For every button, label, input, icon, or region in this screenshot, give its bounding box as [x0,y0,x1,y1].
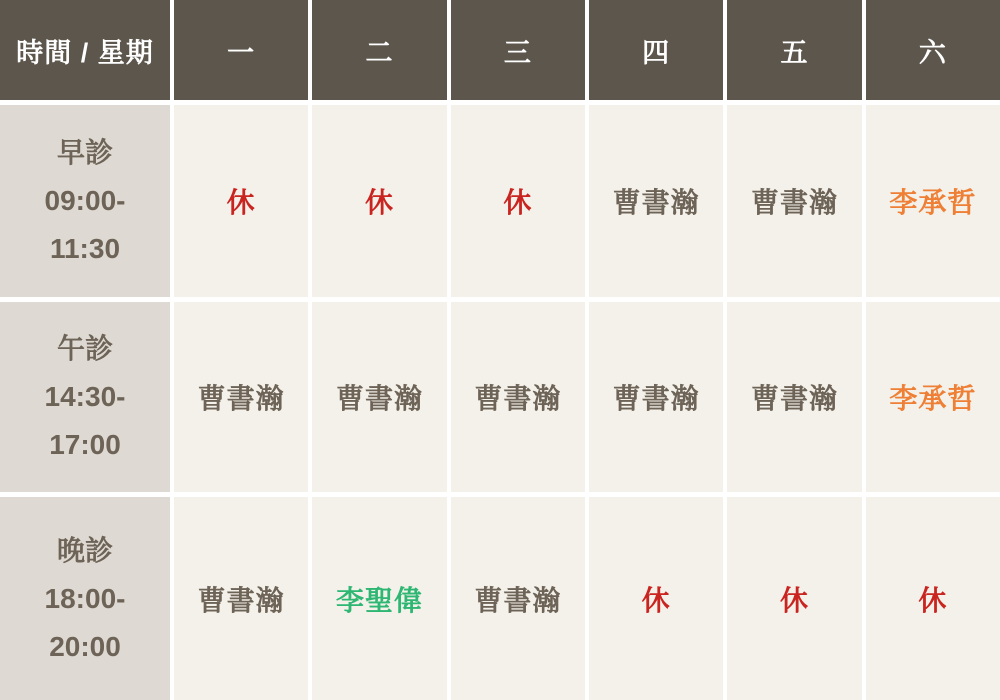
schedule-cell-evening-fri: 休 [727,497,861,700]
header-day-wed: 三 [451,0,585,100]
session-time-end: 17:00 [49,429,121,460]
schedule-cell-afternoon-fri: 曹書瀚 [727,302,861,492]
session-name: 晚診 [56,534,113,566]
schedule-cell-morning-fri: 曹書瀚 [727,105,861,297]
schedule-cell-evening-wed: 曹書瀚 [451,497,585,700]
schedule-cell-morning-wed: 休 [451,105,585,297]
session-time-start: 14:30- [44,381,126,412]
session-time-start: 09:00- [44,185,126,216]
session-time-start: 18:00- [44,582,126,614]
schedule-cell-morning-mon: 休 [174,105,308,297]
session-time-end: 20:00 [49,630,121,662]
schedule-cell-evening-thu: 休 [589,497,723,700]
header-day-tue: 二 [312,0,446,100]
schedule-cell-morning-tue: 休 [312,105,446,297]
schedule-cell-evening-sat: 休 [866,497,1000,700]
schedule-cell-morning-thu: 曹書瀚 [589,105,723,297]
schedule-cell-afternoon-thu: 曹書瀚 [589,302,723,492]
session-name: 早診 [56,137,113,168]
session-time-end: 11:30 [49,233,121,264]
schedule-cell-evening-mon: 曹書瀚 [174,497,308,700]
session-label-evening [0,497,170,700]
schedule-cell-morning-sat: 李承哲 [866,105,1000,297]
schedule-cell-afternoon-sat: 李承哲 [866,302,1000,492]
schedule-cell-afternoon-tue: 曹書瀚 [312,302,446,492]
header-day-mon: 一 [174,0,308,100]
header-corner-cell: 時間 / 星期 [0,0,170,100]
schedule-cell-evening-tue: 李聖偉 [312,497,446,700]
header-day-thu: 四 [589,0,723,100]
session-label-afternoon [0,302,170,492]
schedule-cell-afternoon-mon: 曹書瀚 [174,302,308,492]
session-label-morning [0,105,170,297]
header-day-sat: 六 [866,0,1000,100]
schedule-cell-afternoon-wed: 曹書瀚 [451,302,585,492]
session-name: 午診 [56,333,113,364]
header-day-fri: 五 [727,0,861,100]
